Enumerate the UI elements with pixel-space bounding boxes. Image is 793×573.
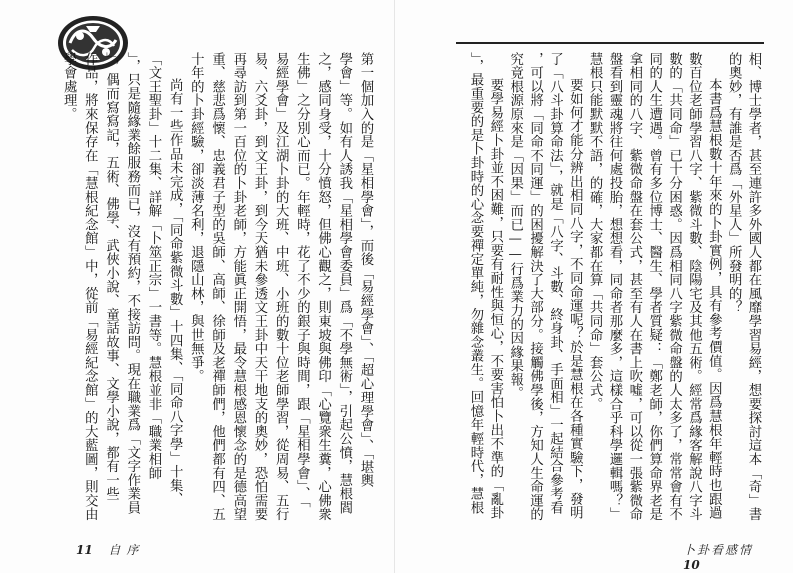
left-column-6: 易、六爻卦，到文王卦，到今天猶未參透文王卦中天干地支的奧妙，恐怕需要	[251, 52, 267, 522]
left-page-footer	[76, 541, 145, 558]
right-column-6: 同的人生遭遇。曾有多位博士、醫生、學者質疑：「鄭老師，你們算命界老是	[646, 52, 662, 522]
right-column-4: 數百位老師學習八字、紫微斗數、陰陽宅及其他五術。經常爲緣客解說八字斗	[686, 52, 702, 522]
left-column-5: 易經學會」及江湖卜卦的大班、中班、小班的數十位老師學習，從周易、五行	[273, 52, 289, 522]
right-column-15: 」，最重要的是卜卦時的心念要禪定單純，勿雜念叢生。回憶年輕時代，慧根	[468, 52, 483, 515]
top-rule	[456, 42, 764, 44]
left-column-1: 第一個加入的是「星相學會」，而後「易經學會」、「超心理學會」、「堪輿	[358, 52, 373, 488]
right-page-number: 10	[683, 558, 700, 572]
right-column-2: 的奧妙，有誰是否爲「外星人」所發明的？	[726, 52, 742, 315]
left-column-11: 「文王聖卦」十二集、詳解「卜筮正宗」一書等。慧根並非「職業相師	[145, 52, 161, 480]
left-column-13: 」，偶而寫寫記，五術、佛學、武俠小說、童話故事、文學小說，都有一些	[103, 52, 119, 501]
left-column-12: 」，只是隨緣業餘服務而已，沒有預約，不接訪問。現在職業爲「文字作業員	[124, 52, 140, 515]
left-column-10: 尚有一些作品未完成，「同命紫微斗數」十四集、「同命八字學」十集、	[167, 78, 183, 507]
right-column-12: ，可以將「同命不同運」的困擾解決了大部分。接觸佛學後，方知人生命運的	[527, 52, 543, 522]
right-column-5: 數的「共同命」已十分困惑。因爲相同八字紫微命盤的人太多了，常常會有不	[666, 52, 682, 522]
left-column-8: 重、慈悲爲懷、忠義君子型的吳師、高師、徐師及老禪師們，他們都有四、五	[209, 52, 225, 522]
right-column-1: 相、博士學者，甚至連許多外國人都在風靡學習易經，想要探討這本「奇」書	[746, 52, 761, 522]
right-column-10: 要如何才能分辨出相同八字，不同命運呢？於是慧根在各種實驗下，發明	[567, 78, 583, 520]
left-column-15: 學會處理。	[61, 52, 77, 121]
left-page-body	[60, 52, 378, 534]
left-column-9: 十年的卜卦經驗，卻淡薄名利，退隱山林，與世無爭。	[188, 52, 204, 384]
left-column-14: 作品，將來保存在「慧根紀念館」中，從前「易經紀念館」的大藍圖，則交由	[82, 52, 98, 522]
right-column-9: 慧根只能默默不語，的確，大家都在算「共同命」套公式。	[587, 52, 603, 411]
right-page-body	[468, 52, 766, 534]
right-column-13: 究竟根源原來是「因果」而已——行爲業力的因緣果報。	[507, 52, 523, 401]
page-fold	[394, 0, 395, 573]
left-column-7: 再尋訪到第一百位的卜卦老師，方能眞正開悟，最令慧根感恩懷念的是德高望	[230, 52, 246, 522]
left-column-3: 之，感同身受，十分憤怒，但佛心觀之，則東坡與佛印「心覽衆生糞，心佛衆	[315, 52, 331, 522]
right-header-title: 卜卦看感情	[683, 543, 754, 557]
right-column-8: 盤看到靈魂將往何處投胎，想想看，同命者那麼多，這樣合乎科學邏輯嗎？」	[607, 52, 622, 522]
left-page-number: 11	[76, 543, 93, 557]
right-page-footer	[683, 541, 793, 572]
right-column-14: 要學易經卜卦並不困難，只要有耐性與恒心，不要害怕卜出不準的「亂卦	[487, 78, 503, 520]
right-column-7: 拿相同的八字、紫微命盤在套公式，甚至有人在書上吹噓，可以從一張紫微命	[626, 52, 642, 522]
right-column-3: 本書爲慧根數十年來的卜卦實例，具有參考價值。因爲慧根年輕時也跟過	[706, 78, 722, 520]
left-column-4: 生佛」之分別心而已。年輕時，花了不少的銀子與時間，跟「星相學會」、「	[294, 52, 310, 508]
right-column-11: 了「八斗卦算命法」，就是「八字、斗數、終身卦、手面相」一起結合參考看	[547, 52, 563, 515]
left-header-title: 自序	[108, 543, 145, 557]
left-column-2: 學會」等。如有人誘我「星相學會委員」爲「不學無術」，引起公憤，慧根閻	[336, 52, 352, 515]
